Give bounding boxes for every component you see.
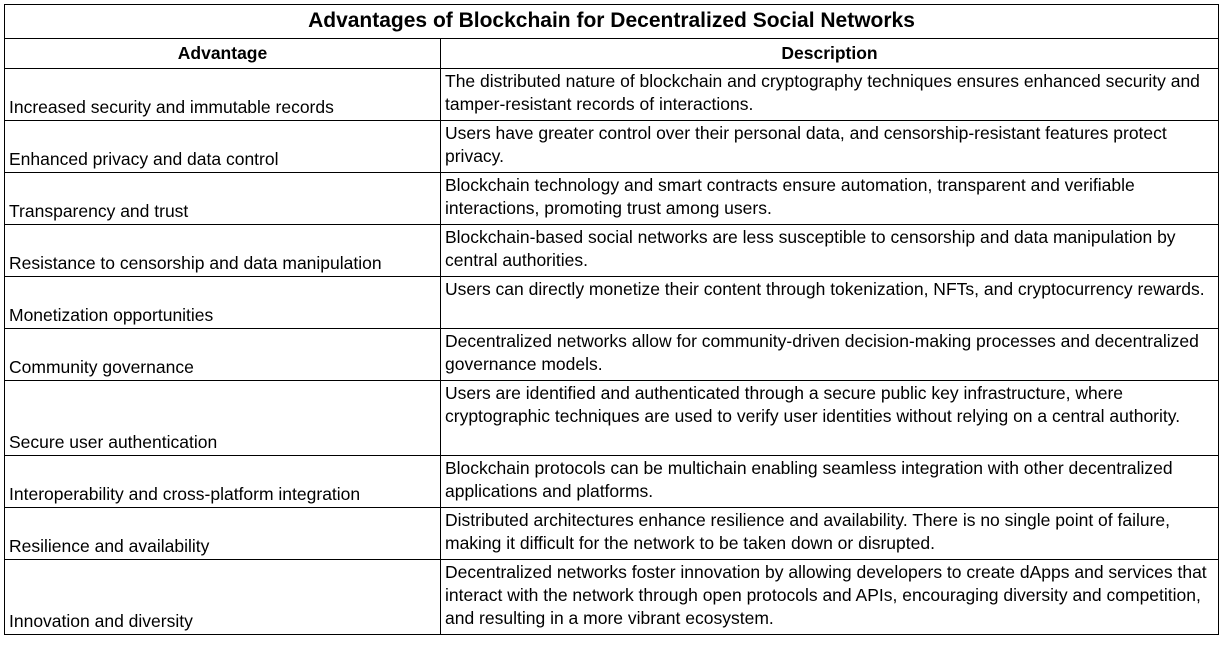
table-row — [5, 225, 1219, 277]
advantage-cell: Interoperability and cross-platform integration — [5, 456, 441, 508]
advantage-cell: Resilience and availability — [5, 508, 441, 560]
advantage-cell: Monetization opportunities — [5, 277, 441, 329]
advantage-cell: Enhanced privacy and data control — [5, 121, 441, 173]
description-cell: Users are identified and authenticated through a secure public key infrastructure, where cryptographic techniques are used to verify user identities without relying on a central authority. — [441, 381, 1219, 456]
column-header-advantage: Advantage — [5, 39, 441, 69]
table-title: Advantages of Blockchain for Decentralized Social Networks — [5, 5, 1219, 39]
table-row — [5, 121, 1219, 173]
table-row — [5, 173, 1219, 225]
description-cell: Users have greater control over their personal data, and censorship-resistant features protect privacy. — [441, 121, 1219, 173]
advantage-cell: Transparency and trust — [5, 173, 441, 225]
advantage-cell: Resistance to censorship and data manipulation — [5, 225, 441, 277]
column-header-description: Description — [441, 39, 1219, 69]
advantage-cell: Community governance — [5, 329, 441, 381]
table-row — [5, 69, 1219, 121]
table-row — [5, 277, 1219, 329]
table-row — [5, 329, 1219, 381]
description-cell: Decentralized networks foster innovation by allowing developers to create dApps and services that interact with the network through open protocols and APIs, encouraging diversity and competition, and resulting in a more vibrant ecosystem. — [441, 560, 1219, 635]
table-row — [5, 508, 1219, 560]
table-title-row — [5, 5, 1219, 39]
description-cell: Decentralized networks allow for community-driven decision-making processes and decentralized governance models. — [441, 329, 1219, 381]
description-cell: Users can directly monetize their content through tokenization, NFTs, and cryptocurrency rewards. — [441, 277, 1219, 329]
advantage-cell: Innovation and diversity — [5, 560, 441, 635]
table-row — [5, 456, 1219, 508]
description-cell: The distributed nature of blockchain and cryptography techniques ensures enhanced security and tamper-resistant records of interactions. — [441, 69, 1219, 121]
description-cell: Blockchain-based social networks are less susceptible to censorship and data manipulation by central authorities. — [441, 225, 1219, 277]
advantages-table — [4, 4, 1219, 635]
advantage-cell: Secure user authentication — [5, 381, 441, 456]
advantages-table-container — [4, 4, 1218, 635]
table-row — [5, 560, 1219, 635]
advantage-cell: Increased security and immutable records — [5, 69, 441, 121]
table-header-row — [5, 39, 1219, 69]
description-cell: Blockchain technology and smart contracts ensure automation, transparent and verifiable interactions, promoting trust among users. — [441, 173, 1219, 225]
table-row — [5, 381, 1219, 456]
description-cell: Distributed architectures enhance resilience and availability. There is no single point of failure, making it difficult for the network to be taken down or disrupted. — [441, 508, 1219, 560]
description-cell: Blockchain protocols can be multichain enabling seamless integration with other decentralized applications and platforms. — [441, 456, 1219, 508]
